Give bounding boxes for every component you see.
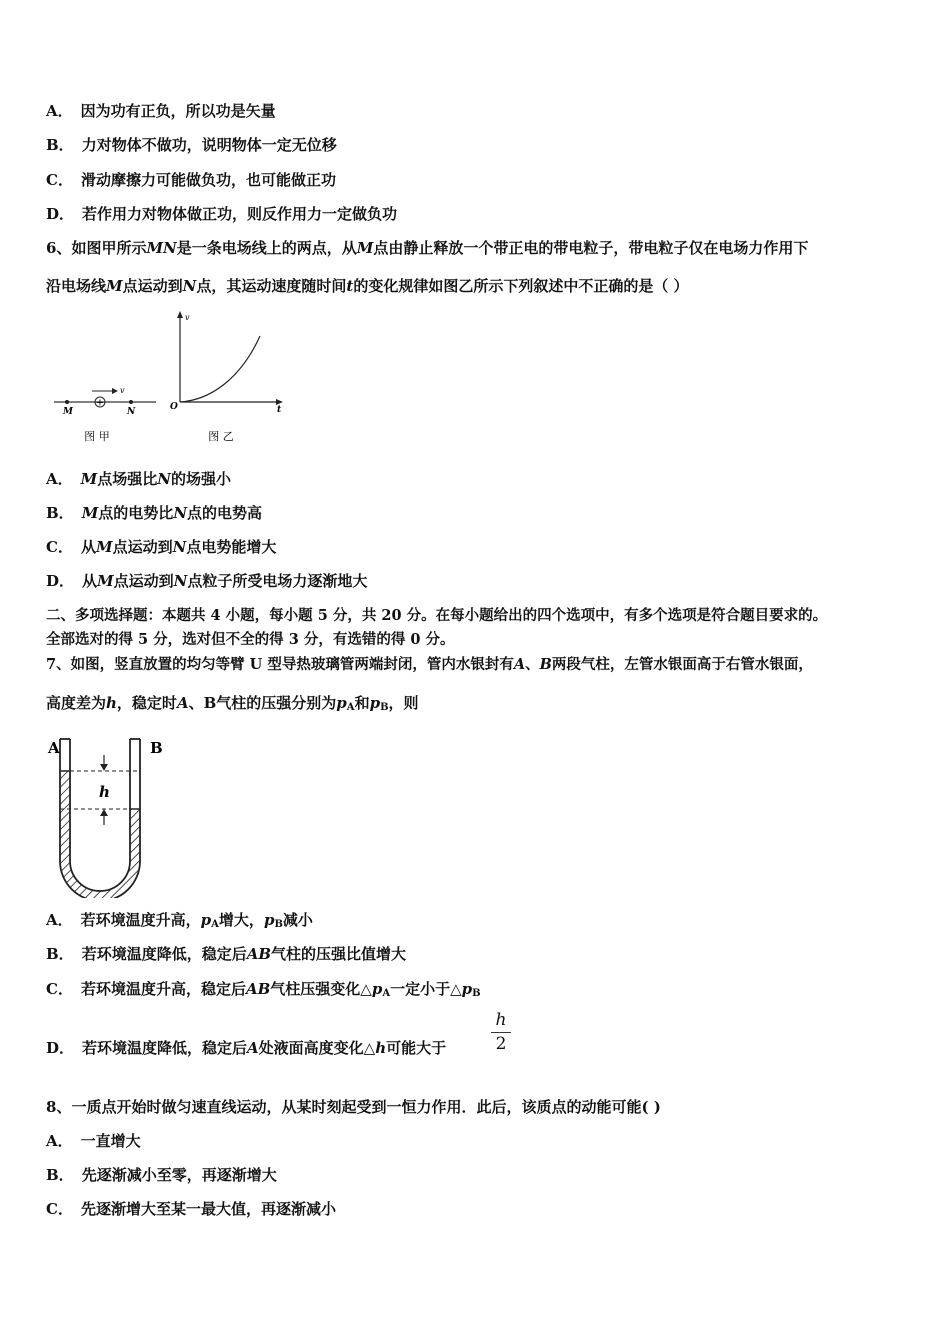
q6-option-c: C． 从M点运动到N点电势能增大 (46, 538, 277, 556)
q5-option-b: B． 力对物体不做功，说明物体一定无位移 (46, 136, 337, 154)
section2-instructions-line1: 二、多项选择题：本题共 4 小题，每小题 5 分，共 20 分。在每小题给出的四个选项中，有多个选项是符合题目要求的。 (46, 607, 828, 624)
fig-a-v-label: v (120, 386, 125, 395)
fig-b-label: B (150, 739, 163, 757)
h-arrowhead-top (100, 764, 108, 771)
fig-b-v-label: v (185, 313, 190, 322)
section2-instructions-line2: 全部选对的得 5 分，选对但不全的得 3 分，有选错的得 0 分。 (46, 631, 455, 648)
q6-stem-line2: 沿电场线M点运动到N点，其运动速度随时间t的变化规律如图乙所示下列叙述中不正确的是（ ） (46, 277, 689, 295)
q7-option-c: C． 若环境温度升高，稳定后AB气柱压强变化$\triangle p_A$一定小于$\triangle p_B$ (46, 980, 481, 999)
q5-option-c: C． 滑动摩擦力可能做负功，也可能做正功 (46, 171, 336, 189)
h-arrowhead-bottom (100, 809, 108, 816)
fig-b-o-label: O (170, 402, 178, 412)
point-m-dot (65, 400, 69, 404)
q8-option-a: A． 一直增大 (46, 1132, 141, 1150)
q8-option-c: C． 先逐渐增大至某一最大值，再逐渐减小 (46, 1200, 336, 1218)
q6-option-a: A． M点场强比N的场强小 (46, 470, 231, 488)
fig-b-t-label: t (277, 405, 282, 415)
fig-a-n-label: N (127, 407, 136, 417)
fraction-h-over-2 (489, 1010, 513, 1055)
q5-option-d: D． 若作用力对物体做正功，则反作用力一定做负功 (46, 205, 398, 223)
q7-u-tube-figure (46, 733, 176, 898)
fig-a-m-label: M (63, 407, 73, 417)
v-axis-arrowhead (177, 311, 183, 318)
q7-option-a: A． 若环境温度升高，$p_A$增大，$p_B$减小 (46, 911, 313, 930)
v-t-curve (180, 336, 260, 402)
q6-option-b: B． M点的电势比N点的电势高 (46, 504, 263, 522)
q7-stem-line1: 7、如图，竖直放置的均匀等臂 U 型导热玻璃管两端封闭，管内水银封有A、B两段气柱，左管水银面高于右管水银面， (46, 656, 813, 673)
velocity-arrowhead (112, 388, 118, 394)
fig-h-label: h (99, 783, 110, 801)
fig-b-caption: 图 乙 (208, 430, 234, 443)
q6-option-d: D． 从M点运动到N点粒子所受电场力逐渐地大 (46, 572, 368, 590)
q5-option-a: A． 因为功有正负，所以功是矢量 (46, 102, 276, 120)
q7-stem-line2: 高度差为h，稳定时A、B气柱的压强分别为$p_A$和$p_B$，则 (46, 694, 419, 713)
q8-option-b: B． 先逐渐减小至零，再逐渐增大 (46, 1166, 277, 1184)
q6-figure-a (50, 378, 160, 448)
q8-stem: 8、一质点开始时做匀速直线运动，从某时刻起受到一恒力作用．此后，该质点的动能可能( ) (46, 1098, 661, 1116)
fig-a-label: A (48, 739, 60, 757)
q6-figure-b (166, 308, 291, 448)
fraction-denominator: 2 (495, 1034, 507, 1054)
fig-a-caption: 图 甲 (84, 430, 110, 443)
point-n-dot (129, 400, 133, 404)
q7-option-d: D． 若环境温度降低，稳定后A处液面高度变化△h可能大于 (46, 1039, 447, 1057)
q7-option-b: B． 若环境温度降低，稳定后AB气柱的压强比值增大 (46, 945, 407, 963)
q6-stem-line1: 6、如图甲所示MN是一条电场线上的两点，从M点由静止释放一个带正电的带电粒子，带电粒子仅在电场力作用下 (46, 239, 809, 257)
charge-plus: + (95, 397, 105, 409)
tube-inner-wall (70, 739, 130, 891)
fraction-numerator: h (495, 1010, 507, 1030)
